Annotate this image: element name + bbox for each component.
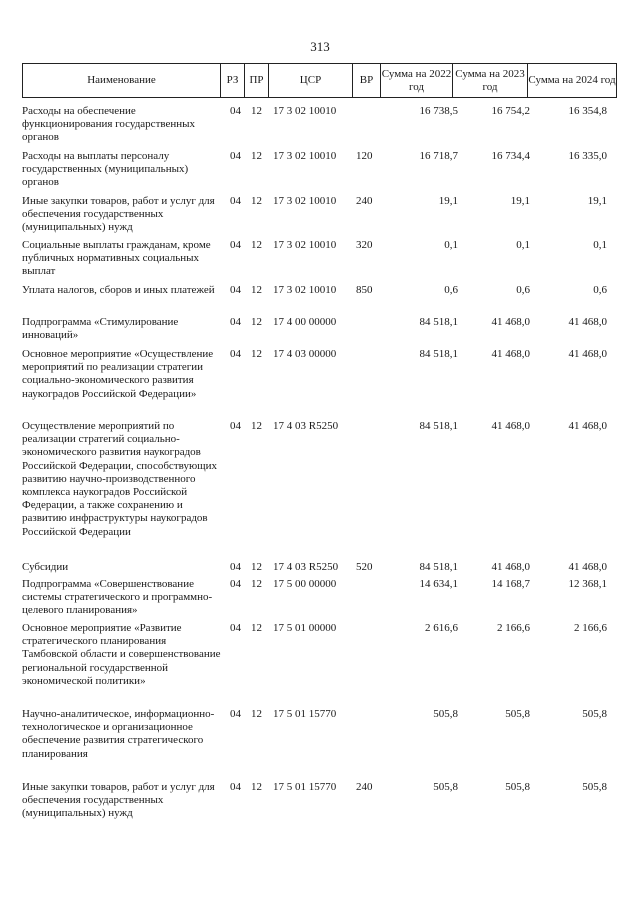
row-name: Подпрограмма «Стимулирование инноваций»	[22, 316, 179, 342]
row-sum-2022: 16 718,7	[419, 150, 458, 162]
row-sum-2022: 0,1	[444, 239, 458, 251]
row-rz: 04	[230, 316, 241, 328]
row-sum-2022: 84 518,1	[419, 348, 458, 360]
row-pr: 12	[251, 781, 262, 793]
row-rz: 04	[230, 150, 241, 162]
header-csr: ЦСР	[268, 64, 352, 97]
row-csr: 17 5 01 15770	[273, 708, 337, 720]
page-number: 313	[310, 39, 330, 54]
row-sum-2022: 84 518,1	[419, 561, 458, 573]
row-rz: 04	[230, 348, 241, 360]
row-csr: 17 4 03 R5250	[273, 420, 339, 432]
row-sum-2022: 19,1	[438, 195, 458, 207]
row-csr: 17 3 02 10010	[273, 195, 337, 207]
row-pr: 12	[251, 578, 262, 590]
row-sum-2023: 0,6	[516, 284, 530, 296]
row-name: Расходы на выплаты персоналу государственных (муниципальных) органов	[22, 150, 189, 189]
row-sum-2023: 16 734,4	[491, 150, 530, 162]
row-vr: 520	[356, 561, 373, 573]
row-pr: 12	[251, 316, 262, 328]
row-name: Осуществление мероприятий по реализации стратегий социально-экономического развития наукоградов Российской Федерации, способствующих развитию научно-производственного комплекса наукоградов Российской Федерации, а также сохранению и развитию инфраструктуры наукоградов Российской Федерации	[22, 420, 218, 538]
row-sum-2024: 41 468,0	[568, 316, 607, 328]
header-rz: РЗ	[220, 64, 244, 97]
row-csr: 17 5 01 00000	[273, 622, 337, 634]
row-rz: 04	[230, 622, 241, 634]
row-rz: 04	[230, 195, 241, 207]
row-sum-2023: 41 468,0	[491, 348, 530, 360]
row-name: Расходы на обеспечение функционирования государственных органов	[22, 105, 196, 144]
row-pr: 12	[251, 622, 262, 634]
row-pr: 12	[251, 284, 262, 296]
row-sum-2022: 84 518,1	[419, 420, 458, 432]
row-pr: 12	[251, 561, 262, 573]
row-sum-2024: 16 335,0	[568, 150, 607, 162]
row-vr: 850	[356, 284, 373, 296]
row-sum-2023: 19,1	[510, 195, 530, 207]
table-header	[22, 63, 617, 98]
row-sum-2023: 14 168,7	[491, 578, 530, 590]
row-rz: 04	[230, 239, 241, 251]
row-csr: 17 4 00 00000	[273, 316, 337, 328]
row-pr: 12	[251, 195, 262, 207]
row-sum-2024: 41 468,0	[568, 561, 607, 573]
row-sum-2022: 505,8	[433, 781, 458, 793]
row-pr: 12	[251, 420, 262, 432]
row-csr: 17 5 01 15770	[273, 781, 337, 793]
row-csr: 17 3 02 10010	[273, 284, 337, 296]
row-pr: 12	[251, 708, 262, 720]
row-sum-2024: 505,8	[582, 781, 607, 793]
row-sum-2022: 16 738,5	[419, 105, 458, 117]
row-sum-2024: 0,1	[593, 239, 607, 251]
row-sum-2022: 14 634,1	[419, 578, 458, 590]
row-sum-2024: 41 468,0	[568, 420, 607, 432]
row-csr: 17 3 02 10010	[273, 105, 337, 117]
row-sum-2024: 0,6	[593, 284, 607, 296]
header-sum-2023: Сумма на 2023 год	[452, 64, 527, 97]
header-sum-2022: Сумма на 2022 год	[380, 64, 452, 97]
row-sum-2023: 41 468,0	[491, 316, 530, 328]
row-rz: 04	[230, 561, 241, 573]
row-name: Основное мероприятие «Осуществление мероприятий по реализации стратегии социально-экономического развития наукоградов Российской Федерации»	[22, 348, 214, 400]
row-csr: 17 3 02 10010	[273, 239, 337, 251]
row-pr: 12	[251, 105, 262, 117]
row-name: Субсидии	[22, 561, 69, 573]
row-vr: 240	[356, 781, 373, 793]
row-csr: 17 3 02 10010	[273, 150, 337, 162]
row-vr: 320	[356, 239, 373, 251]
row-pr: 12	[251, 348, 262, 360]
row-rz: 04	[230, 578, 241, 590]
row-name: Уплата налогов, сборов и иных платежей	[22, 284, 215, 296]
row-sum-2022: 2 616,6	[425, 622, 458, 634]
row-csr: 17 5 00 00000	[273, 578, 337, 590]
row-sum-2024: 12 368,1	[568, 578, 607, 590]
row-sum-2024: 41 468,0	[568, 348, 607, 360]
row-name: Иные закупки товаров, работ и услуг для обеспечения государственных (муниципальных) нужд	[22, 781, 215, 820]
row-rz: 04	[230, 105, 241, 117]
row-pr: 12	[251, 239, 262, 251]
row-pr: 12	[251, 150, 262, 162]
row-csr: 17 4 03 R5250	[273, 561, 339, 573]
row-name: Основное мероприятие «Развитие стратегического планирования Тамбовской области и совершенствование региональной государственной экономической политики»	[22, 622, 221, 687]
header-vr: ВР	[352, 64, 380, 97]
row-name: Иные закупки товаров, работ и услуг для обеспечения государственных (муниципальных) нужд	[22, 195, 215, 234]
row-sum-2024: 505,8	[582, 708, 607, 720]
row-name: Научно-аналитическое, информационно-технологическое и организационное обеспечение развития стратегического планирования	[22, 708, 215, 760]
row-rz: 04	[230, 708, 241, 720]
row-rz: 04	[230, 284, 241, 296]
header-pr: ПР	[244, 64, 268, 97]
row-sum-2023: 505,8	[505, 781, 530, 793]
row-rz: 04	[230, 781, 241, 793]
header-sum-2024: Сумма на 2024 год	[527, 64, 616, 97]
row-sum-2022: 84 518,1	[419, 316, 458, 328]
row-sum-2023: 41 468,0	[491, 420, 530, 432]
row-name: Подпрограмма «Совершенствование системы стратегического и программно-целевого планирования»	[22, 578, 213, 617]
row-sum-2023: 41 468,0	[491, 561, 530, 573]
row-vr: 240	[356, 195, 373, 207]
row-sum-2023: 505,8	[505, 708, 530, 720]
row-sum-2024: 19,1	[587, 195, 607, 207]
row-sum-2023: 16 754,2	[491, 105, 530, 117]
row-csr: 17 4 03 00000	[273, 348, 337, 360]
row-sum-2023: 2 166,6	[497, 622, 530, 634]
row-name: Социальные выплаты гражданам, кроме публичных нормативных социальных выплат	[22, 239, 211, 278]
row-rz: 04	[230, 420, 241, 432]
row-sum-2022: 505,8	[433, 708, 458, 720]
header-name: Наименование	[87, 74, 156, 86]
row-sum-2024: 16 354,8	[568, 105, 607, 117]
row-vr: 120	[356, 150, 373, 162]
row-sum-2023: 0,1	[516, 239, 530, 251]
row-sum-2024: 2 166,6	[574, 622, 607, 634]
row-sum-2022: 0,6	[444, 284, 458, 296]
